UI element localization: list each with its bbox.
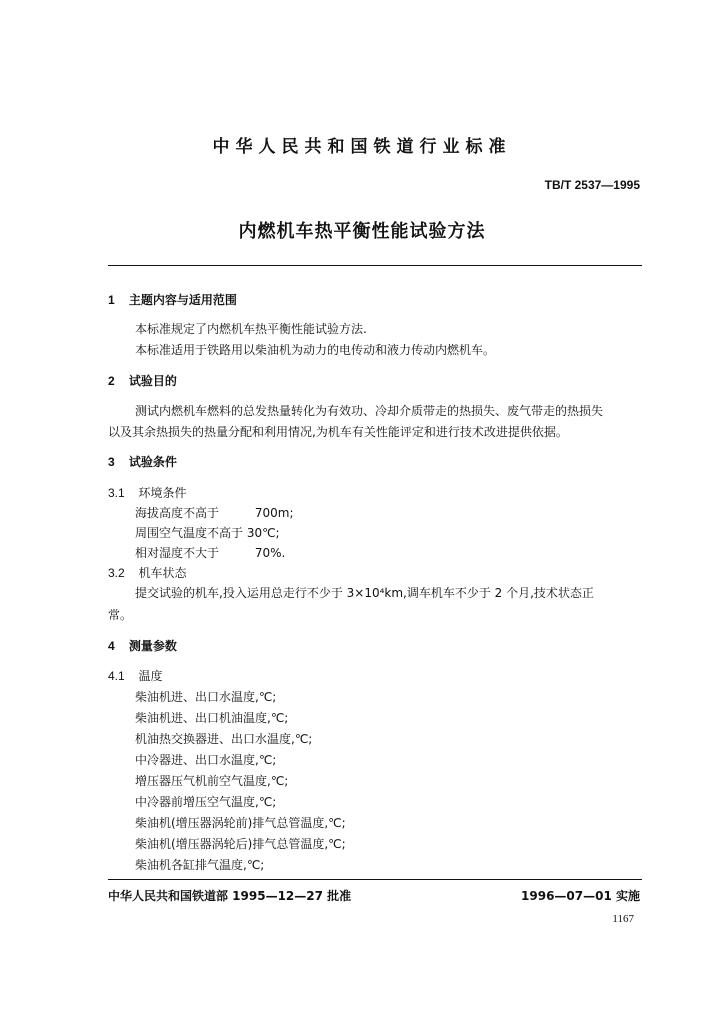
parameter-item: 增压器压气机前空气温度,℃;: [135, 774, 289, 788]
parameter-item: 柴油机进、出口机油温度,℃;: [135, 711, 289, 725]
subsection-title: 机车状态: [138, 566, 187, 580]
subsection-title: 温度: [138, 669, 163, 683]
condition-value: 700m;: [254, 506, 294, 520]
parameter-item: 柴油机进、出口水温度,℃;: [135, 690, 277, 704]
condition-item: [135, 544, 285, 561]
approval-statement: 中华人民共和国铁道部 1995—12—27 批准: [108, 889, 352, 903]
condition-label: 海拔高度不高于: [135, 506, 220, 520]
section-number: 1: [108, 293, 115, 307]
effective-date: 1996—07—01 实施: [521, 889, 640, 903]
section-number: 2: [108, 374, 115, 388]
section-title: 试验目的: [128, 374, 177, 388]
issuing-organization: 中华人民共和国铁道行业标准: [212, 137, 512, 157]
paragraph-line: 常。: [108, 608, 133, 622]
subsection-3-2-heading: [108, 564, 187, 581]
subsection-3-1-heading: [108, 484, 187, 501]
subsection-4-1-heading: [108, 667, 163, 684]
parameter-item: 柴油机(增压器涡轮前)排气总管温度,℃;: [135, 816, 346, 830]
parameter-item: 机油热交换器进、出口水温度,℃;: [135, 732, 313, 746]
parameter-item: 中冷器进、出口水温度,℃;: [135, 753, 277, 767]
section-1-heading: [108, 291, 237, 308]
section-2-heading: [108, 372, 177, 389]
section-3-heading: [108, 453, 177, 470]
paragraph-line: 本标准规定了内燃机车热平衡性能试验方法.: [135, 322, 367, 336]
subsection-title: 环境条件: [138, 486, 187, 500]
section-title: 测量参数: [128, 639, 177, 653]
section-title: 试验条件: [128, 455, 177, 469]
section-number: 4: [108, 639, 115, 653]
document-title: 内燃机车热平衡性能试验方法: [238, 221, 486, 242]
page-number: 1167: [612, 913, 634, 925]
parameter-item: 柴油机各缸排气温度,℃;: [135, 858, 265, 872]
paragraph-line: 测试内燃机车燃料的总发热量转化为有效功、冷却介质带走的热损失、废气带走的热损失: [135, 404, 604, 418]
subsection-number: 3.2: [108, 566, 125, 580]
section-number: 3: [108, 455, 115, 469]
paragraph-line: 以及其余热损失的热量分配和利用情况,为机车有关性能评定和进行技术改进提供依据。: [108, 425, 568, 439]
subsection-number: 3.1: [108, 486, 125, 500]
condition-label: 周围空气温度不高于 30℃;: [135, 526, 280, 540]
paragraph-line: 提交试验的机车,投入运用总走行不少于 3×10⁴km,调车机车不少于 2 个月,技术状态正: [135, 586, 594, 600]
standard-number: TB/T 2537—1995: [544, 178, 640, 192]
condition-item: [135, 524, 280, 541]
subsection-number: 4.1: [108, 669, 125, 683]
header-divider: [108, 265, 642, 266]
paragraph-line: 本标准适用于铁路用以柴油机为动力的电传动和液力传动内燃机车。: [135, 343, 496, 357]
section-title: 主题内容与适用范围: [128, 293, 237, 307]
footer-divider: [108, 879, 642, 880]
condition-value: 70%.: [254, 546, 286, 560]
section-4-heading: [108, 637, 177, 654]
parameter-item: 柴油机(增压器涡轮后)排气总管温度,℃;: [135, 837, 346, 851]
parameter-item: 中冷器前增压空气温度,℃;: [135, 795, 277, 809]
condition-label: 相对湿度不大于: [135, 546, 220, 560]
condition-item: [135, 504, 293, 521]
